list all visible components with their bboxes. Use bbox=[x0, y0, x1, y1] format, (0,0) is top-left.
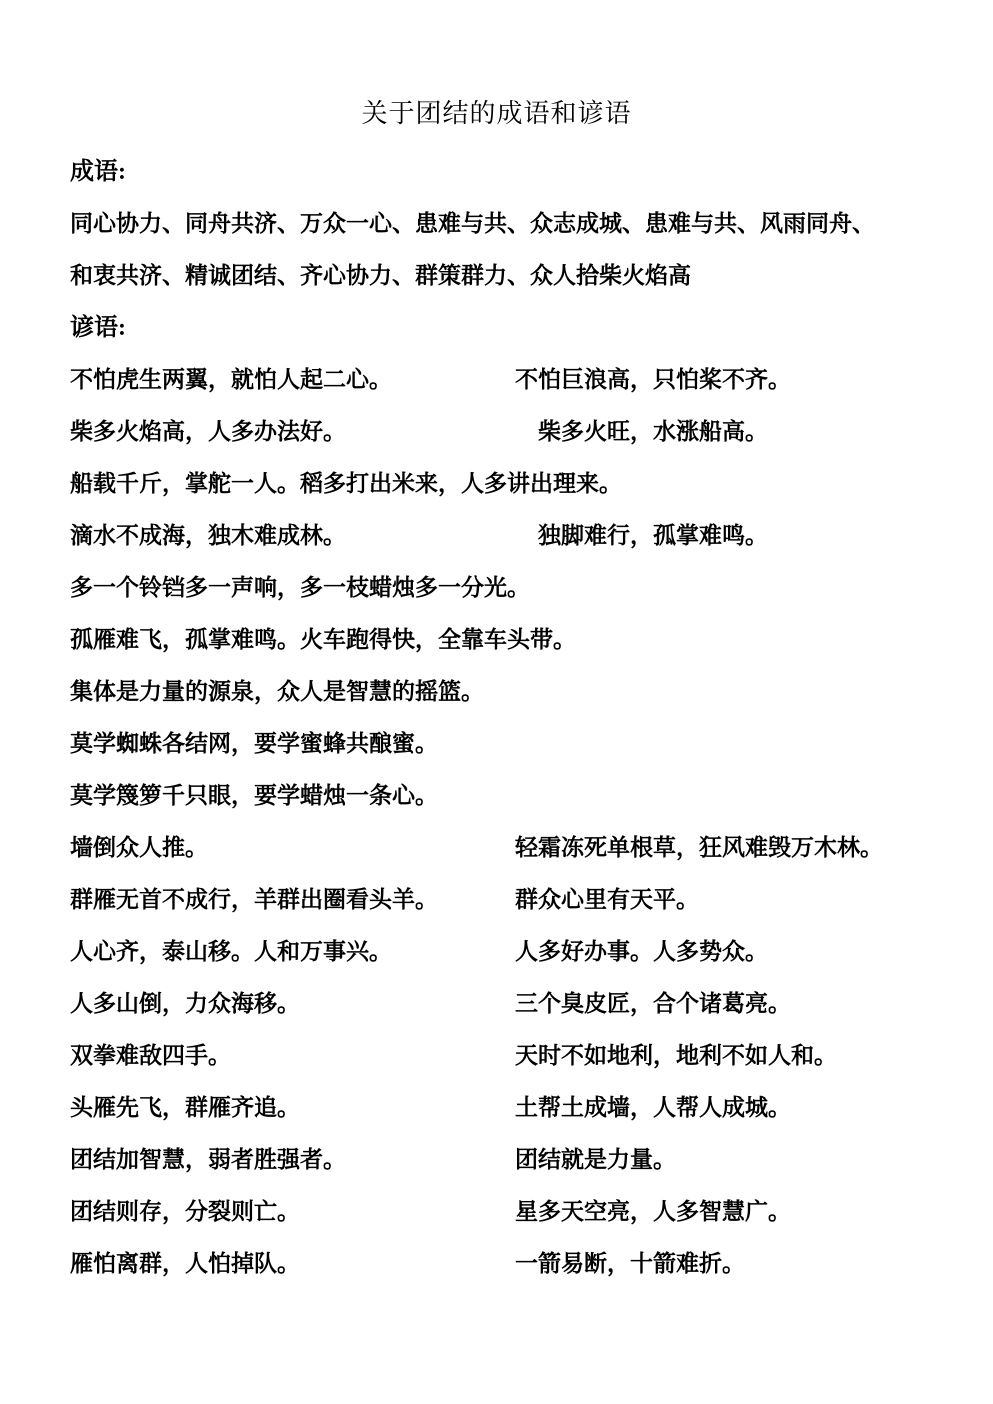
idiom-line-text: 和衷共济、精诚团结、齐心协力、群策群力、众人拾柴火焰高 bbox=[70, 263, 691, 288]
proverb-row bbox=[70, 732, 923, 756]
proverb-text-right: 人多好办事。人多势众。 bbox=[515, 939, 768, 964]
proverb-row bbox=[70, 940, 923, 964]
proverb-row bbox=[70, 1200, 923, 1224]
proverbs-section-heading: 谚语: bbox=[70, 315, 126, 341]
proverb-text-left: 莫学蜘蛛各结网，要学蜜蜂共酿蜜。 bbox=[70, 731, 438, 756]
proverb-row bbox=[70, 628, 923, 652]
proverb-text-left: 孤雁难飞，孤掌难鸣。火车跑得快，全靠车头带。 bbox=[70, 627, 576, 652]
proverb-text-left: 雁怕离群，人怕掉队。 bbox=[70, 1251, 300, 1276]
proverb-text-left: 人多山倒，力众海移。 bbox=[70, 991, 300, 1016]
proverb-row bbox=[70, 420, 923, 444]
proverb-text-left: 人心齐，泰山移。人和万事兴。 bbox=[70, 939, 392, 964]
proverb-row bbox=[70, 888, 923, 912]
proverb-text-left: 多一个铃铛多一声响，多一枝蜡烛多一分光。 bbox=[70, 575, 530, 600]
proverb-row bbox=[70, 1044, 923, 1068]
idiom-line-text: 同心协力、同舟共济、万众一心、患难与共、众志成城、患难与共、风雨同舟、 bbox=[70, 211, 875, 236]
proverb-text-right: 天时不如地利，地利不如人和。 bbox=[515, 1043, 837, 1068]
idiom-line bbox=[70, 212, 923, 236]
proverb-row bbox=[70, 524, 923, 548]
proverb-text-left: 头雁先飞，群雁齐追。 bbox=[70, 1095, 300, 1120]
proverb-text-right: 土帮土成墙，人帮人成城。 bbox=[515, 1095, 791, 1120]
proverb-text-left: 船载千斤，掌舵一人。稻多打出米来，人多讲出理来。 bbox=[70, 471, 622, 496]
proverb-row bbox=[70, 1252, 923, 1276]
idiom-line bbox=[70, 264, 923, 288]
proverb-text-right: 群众心里有天平。 bbox=[515, 887, 699, 912]
proverb-row bbox=[70, 472, 923, 496]
proverb-text-left: 群雁无首不成行，羊群出圈看头羊。 bbox=[70, 887, 438, 912]
proverb-text-left: 柴多火焰高，人多办法好。 bbox=[70, 419, 346, 444]
page-title: 关于团结的成语和谚语 bbox=[361, 99, 632, 128]
proverb-text-right: 一箭易断，十箭难折。 bbox=[515, 1251, 745, 1276]
proverb-row bbox=[70, 1148, 923, 1172]
proverb-row bbox=[70, 680, 923, 704]
proverb-row bbox=[70, 1096, 923, 1120]
proverb-text-left: 墙倒众人推。 bbox=[70, 835, 208, 860]
proverb-text-right: 三个臭皮匠，合个诸葛亮。 bbox=[515, 991, 791, 1016]
proverb-text-left: 不怕虎生两翼，就怕人起二心。 bbox=[70, 367, 392, 392]
proverb-text-left: 莫学篾箩千只眼，要学蜡烛一条心。 bbox=[70, 783, 438, 808]
proverb-row bbox=[70, 576, 923, 600]
proverb-text-left: 双拳难敌四手。 bbox=[70, 1043, 231, 1068]
proverb-text-right: 不怕巨浪高，只怕桨不齐。 bbox=[515, 367, 791, 392]
proverb-row bbox=[70, 992, 923, 1016]
proverb-text-right: 独脚难行，孤掌难鸣。 bbox=[515, 523, 768, 548]
proverb-text-right: 轻霜冻死单根草，狂风难毁万木林。 bbox=[515, 835, 883, 860]
proverb-text-left: 滴水不成海，独木难成林。 bbox=[70, 523, 346, 548]
proverb-row bbox=[70, 784, 923, 808]
idioms-section-heading: 成语: bbox=[70, 159, 126, 185]
proverb-text-left: 集体是力量的源泉，众人是智慧的摇篮。 bbox=[70, 679, 484, 704]
proverb-row bbox=[70, 368, 923, 392]
proverb-text-left: 团结则存，分裂则亡。 bbox=[70, 1199, 300, 1224]
proverb-text-left: 团结加智慧，弱者胜强者。 bbox=[70, 1147, 346, 1172]
proverb-row bbox=[70, 836, 923, 860]
proverb-text-right: 星多天空亮，人多智慧广。 bbox=[515, 1199, 791, 1224]
proverb-text-right: 柴多火旺，水涨船高。 bbox=[515, 419, 768, 444]
proverb-text-right: 团结就是力量。 bbox=[515, 1147, 676, 1172]
